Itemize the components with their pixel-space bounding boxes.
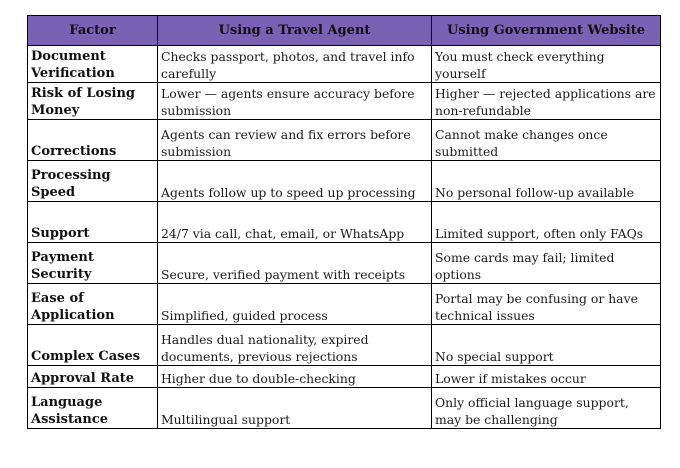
factor-cell: Payment Security bbox=[28, 243, 158, 284]
table-row bbox=[28, 284, 661, 325]
table-row bbox=[28, 46, 661, 83]
gov-cell: Only official language support, may be challenging bbox=[432, 388, 661, 429]
factor-cell: Document Verification bbox=[28, 46, 158, 83]
table-row bbox=[28, 388, 661, 429]
gov-cell: Lower if mistakes occur bbox=[432, 366, 661, 388]
gov-cell: Some cards may fail; limited options bbox=[432, 243, 661, 284]
agent-cell: Agents can review and fix errors before submission bbox=[158, 120, 432, 161]
header-factor: Factor bbox=[28, 16, 158, 46]
header-government-website: Using Government Website bbox=[432, 16, 661, 46]
factor-cell: Corrections bbox=[28, 120, 158, 161]
table-row bbox=[28, 325, 661, 366]
header-row bbox=[28, 16, 661, 46]
factor-cell: Risk of Losing Money bbox=[28, 83, 158, 120]
gov-cell: Cannot make changes once submitted bbox=[432, 120, 661, 161]
agent-cell: Simplified, guided process bbox=[158, 284, 432, 325]
table-row bbox=[28, 83, 661, 120]
comparison-table bbox=[27, 15, 661, 429]
gov-cell: No special support bbox=[432, 325, 661, 366]
gov-cell: Limited support, often only FAQs bbox=[432, 202, 661, 243]
table-row bbox=[28, 161, 661, 202]
agent-cell: Checks passport, photos, and travel info carefully bbox=[158, 46, 432, 83]
factor-cell: Language Assistance bbox=[28, 388, 158, 429]
agent-cell: Secure, verified payment with receipts bbox=[158, 243, 432, 284]
factor-cell: Processing Speed bbox=[28, 161, 158, 202]
table-row bbox=[28, 120, 661, 161]
table-row bbox=[28, 243, 661, 284]
agent-cell: Handles dual nationality, expired documents, previous rejections bbox=[158, 325, 432, 366]
factor-cell: Support bbox=[28, 202, 158, 243]
factor-cell: Complex Cases bbox=[28, 325, 158, 366]
agent-cell: Multilingual support bbox=[158, 388, 432, 429]
factor-cell: Ease of Application bbox=[28, 284, 158, 325]
gov-cell: No personal follow-up available bbox=[432, 161, 661, 202]
factor-cell: Approval Rate bbox=[28, 366, 158, 388]
table-row bbox=[28, 202, 661, 243]
agent-cell: Agents follow up to speed up processing bbox=[158, 161, 432, 202]
gov-cell: You must check everything yourself bbox=[432, 46, 661, 83]
gov-cell: Portal may be confusing or have technical issues bbox=[432, 284, 661, 325]
agent-cell: Lower — agents ensure accuracy before submission bbox=[158, 83, 432, 120]
table-row bbox=[28, 366, 661, 388]
gov-cell: Higher — rejected applications are non-refundable bbox=[432, 83, 661, 120]
agent-cell: 24/7 via call, chat, email, or WhatsApp bbox=[158, 202, 432, 243]
agent-cell: Higher due to double-checking bbox=[158, 366, 432, 388]
header-travel-agent: Using a Travel Agent bbox=[158, 16, 432, 46]
